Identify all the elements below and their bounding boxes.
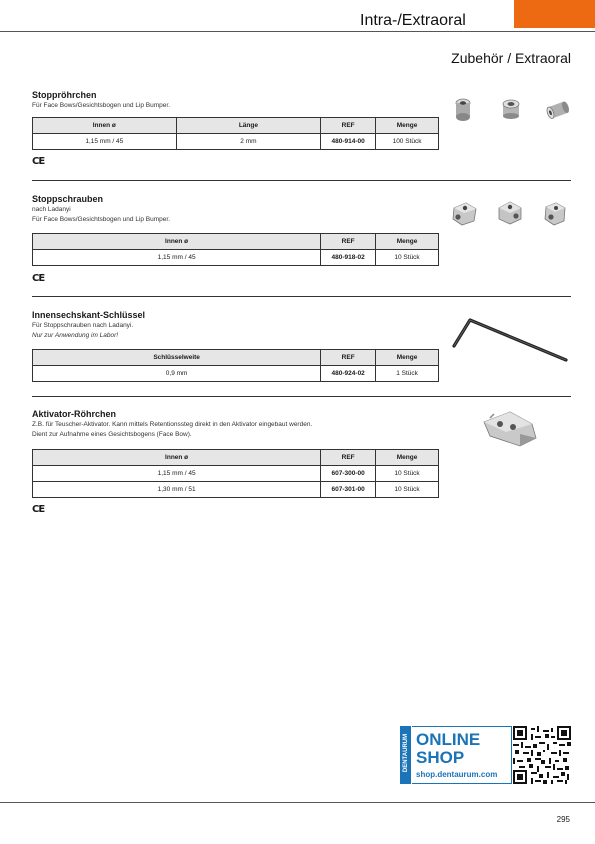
table-cell: 10 Stück: [376, 482, 439, 498]
ref-cell: 480-918-02: [321, 250, 376, 266]
table-cell: 10 Stück: [376, 250, 439, 266]
column-header: REF: [321, 234, 376, 250]
brand-strip: [400, 726, 411, 784]
column-header: Innen ø: [33, 234, 321, 250]
column-header: Menge: [376, 450, 439, 466]
stop-tube-image: [452, 98, 474, 122]
shop-heading-shop: SHOP: [416, 748, 465, 767]
section-description: Z.B. für Teuscher-Aktivator. Kann mittels Retentionssteg direkt in den Aktivator eingebaut werden.: [32, 421, 313, 428]
table-cell: 1,30 mm / 51: [33, 482, 321, 498]
section-description: Für Face Bows/Gesichtsbogen und Lip Bumper.: [32, 216, 171, 223]
table-cell: 100 Stück: [376, 134, 439, 150]
table-row: [33, 134, 439, 150]
spec-table-stoppschrauben: [32, 233, 439, 266]
section-description: Dient zur Aufnahme eines Gesichtsbogens (Face Bow).: [32, 431, 192, 438]
table-row: [33, 482, 439, 498]
page-subtitle: Zubehör / Extraoral: [451, 50, 571, 66]
ref-cell: 480-914-00: [321, 134, 376, 150]
table-row: [33, 250, 439, 266]
shop-heading-online: ONLINE: [416, 730, 481, 749]
column-header: Menge: [376, 350, 439, 366]
table-cell: 0,9 mm: [33, 366, 321, 382]
section-title: Aktivator-Röhrchen: [32, 409, 117, 419]
lab-use-warning: Nur zur Anwendung im Labor!: [32, 332, 119, 339]
table-cell: 1 Stück: [376, 366, 439, 382]
ref-cell: 480-924-02: [321, 366, 376, 382]
section-description: Für Stoppschrauben nach Ladanyi.: [32, 322, 134, 329]
table-row: [33, 466, 439, 482]
section-title: Stoppschrauben: [32, 194, 104, 204]
section-title: Innensechskant-Schlüssel: [32, 310, 146, 320]
page-number: 295: [556, 815, 570, 824]
header-divider: [0, 31, 595, 32]
column-header: Innen ø: [33, 118, 177, 134]
stop-screw-image: [542, 199, 568, 227]
column-header: REF: [321, 118, 376, 134]
shop-text-box: [412, 726, 512, 784]
table-cell: 1,15 mm / 45: [33, 134, 177, 150]
table-header-row: [33, 350, 439, 366]
spec-table-stoppröhrchen: [32, 117, 439, 150]
column-header: Innen ø: [33, 450, 321, 466]
column-header: REF: [321, 450, 376, 466]
ref-cell: 607-300-00: [321, 466, 376, 482]
column-header: REF: [321, 350, 376, 366]
table-cell: 2 mm: [176, 134, 321, 150]
column-header: Schlüsselweite: [33, 350, 321, 366]
spec-table-innensechskant-schlüssel: [32, 349, 439, 382]
stop-tube-image: [546, 100, 570, 120]
page-category-title: Intra-/Extraoral: [360, 12, 466, 29]
section-divider: [32, 180, 571, 181]
brand-label: DENTAURUM: [403, 733, 409, 773]
section-divider: [32, 396, 571, 397]
ce-mark: CE: [32, 273, 45, 284]
stop-screw-image: [450, 199, 478, 227]
section-description: Für Face Bows/Gesichtsbogen und Lip Bumper.: [32, 102, 171, 109]
table-cell: 1,15 mm / 45: [33, 466, 321, 482]
section-stoppschrauben: [32, 194, 572, 225]
ce-mark: CE: [32, 156, 45, 167]
shop-url-link[interactable]: shop.dentaurum.com: [416, 770, 498, 779]
stop-screw-image: [496, 198, 524, 226]
table-cell: 10 Stück: [376, 466, 439, 482]
activator-tube-image: [480, 408, 540, 450]
column-header: Menge: [376, 234, 439, 250]
table-header-row: [33, 450, 439, 466]
qr-code-icon[interactable]: [513, 726, 571, 784]
spec-table-aktivator-röhrchen: [32, 449, 439, 498]
section-title: Stoppröhrchen: [32, 90, 97, 100]
ref-cell: 607-301-00: [321, 482, 376, 498]
stop-tube-image: [500, 98, 522, 120]
table-row: [33, 366, 439, 382]
ce-mark: CE: [32, 504, 45, 515]
column-header: Menge: [376, 118, 439, 134]
hex-key-image: [448, 314, 572, 366]
column-header: Länge: [176, 118, 321, 134]
section-stoppröhrchen: [32, 90, 572, 111]
section-description: nach Ladanyi: [32, 206, 71, 213]
table-header-row: [33, 118, 439, 134]
header-accent-tab: [514, 0, 595, 28]
footer-divider: [0, 802, 595, 803]
table-cell: 1,15 mm / 45: [33, 250, 321, 266]
section-divider: [32, 296, 571, 297]
table-header-row: [33, 234, 439, 250]
